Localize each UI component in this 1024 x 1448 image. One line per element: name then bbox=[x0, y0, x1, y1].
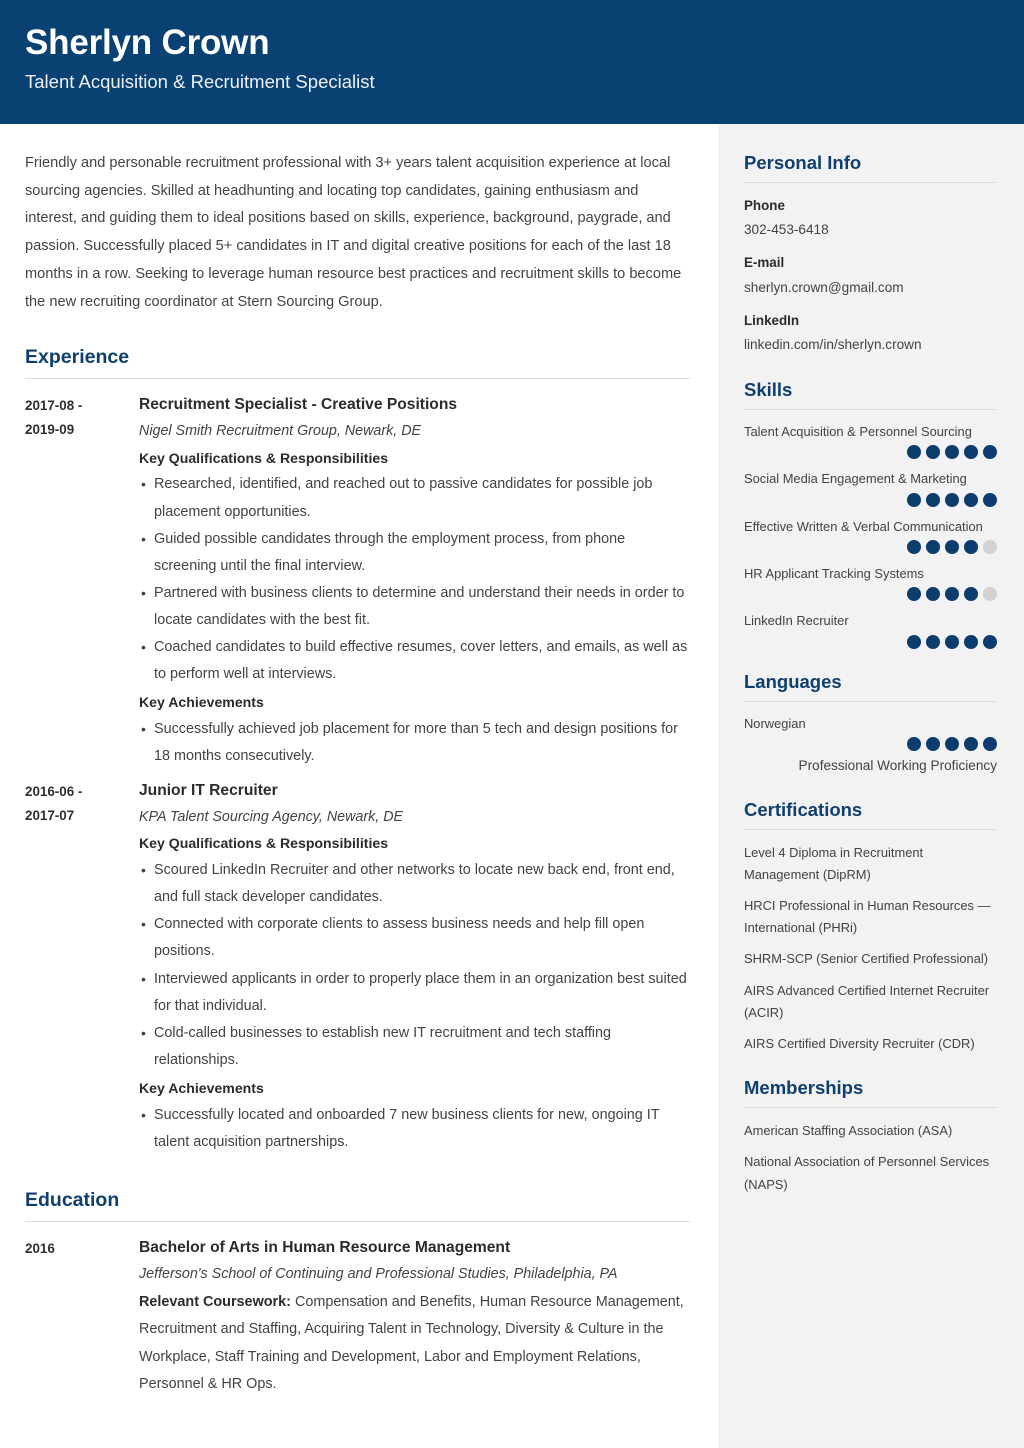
bullet-item: • Researched, identified, and reached out to passive candidates for possible job placement opportunities. bbox=[139, 471, 690, 525]
info-label: E-mail bbox=[744, 255, 785, 271]
skills-section bbox=[744, 379, 997, 649]
certification-item: SHRM-SCP (Senior Certified Professional) bbox=[744, 951, 989, 967]
rating-dot-filled bbox=[964, 540, 978, 554]
section-divider bbox=[25, 378, 690, 379]
skill-list bbox=[744, 422, 997, 649]
certifications-section bbox=[744, 799, 997, 1056]
rating-dots bbox=[744, 540, 997, 554]
rating-dot-filled bbox=[964, 635, 978, 649]
sidebar-column bbox=[718, 124, 1024, 1448]
section-divider bbox=[744, 829, 997, 830]
section-divider bbox=[744, 409, 997, 410]
rating-dot-filled bbox=[926, 540, 940, 554]
bullet-item: • Coached candidates to build effective resumes, cover letters, and emails, as well as to perform well at interviews. bbox=[139, 634, 690, 688]
skill-name: LinkedIn Recruiter bbox=[744, 613, 849, 629]
membership-list bbox=[744, 1120, 997, 1196]
skills-heading: Skills bbox=[744, 378, 793, 400]
rating-dots bbox=[744, 493, 997, 507]
rating-dot-filled bbox=[907, 587, 921, 601]
entry-date: 2017-08 - 2019-09 bbox=[25, 398, 83, 438]
rating-dots bbox=[744, 445, 997, 459]
rating-dot-filled bbox=[907, 635, 921, 649]
achievements-label: Key Achievements bbox=[139, 1079, 264, 1096]
bullet-item: • Cold-called businesses to establish new IT recruitment and tech staffing relationships. bbox=[139, 1020, 690, 1074]
skill-row bbox=[744, 422, 997, 459]
resume-body bbox=[0, 124, 1024, 1448]
skill-name: Talent Acquisition & Personnel Sourcing bbox=[744, 423, 972, 439]
qualifications-list bbox=[139, 471, 690, 688]
personal-info-field-list bbox=[744, 195, 997, 357]
rating-dot-filled bbox=[926, 587, 940, 601]
rating-dot-filled bbox=[983, 445, 997, 459]
rating-dot-filled bbox=[907, 540, 921, 554]
entry-date: 2016-06 - 2017-07 bbox=[25, 784, 83, 824]
languages-heading: Languages bbox=[744, 670, 842, 692]
rating-dots bbox=[744, 635, 997, 649]
experience-entry bbox=[25, 779, 690, 1159]
rating-dot-filled bbox=[945, 737, 959, 751]
experience-section bbox=[25, 346, 690, 1159]
bullet-item: • Successfully achieved job placement for more than 5 tech and design positions for 18 months consecutively. bbox=[139, 716, 690, 770]
rating-dot-filled bbox=[964, 493, 978, 507]
qualifications-list bbox=[139, 857, 690, 1074]
entry-body bbox=[139, 393, 690, 773]
entry-date: 2016 bbox=[25, 1240, 55, 1256]
experience-entry-list bbox=[25, 393, 690, 1159]
info-value: sherlyn.crown@gmail.com bbox=[744, 279, 904, 295]
rating-dot-filled bbox=[926, 445, 940, 459]
skill-row bbox=[744, 517, 997, 554]
rating-dots bbox=[744, 587, 997, 601]
rating-dot-filled bbox=[907, 737, 921, 751]
section-divider bbox=[25, 1221, 690, 1222]
rating-dot-filled bbox=[945, 635, 959, 649]
achievements-list bbox=[139, 1102, 690, 1156]
job-title: Junior IT Recruiter bbox=[139, 782, 278, 800]
skill-name: Effective Written & Verbal Communication bbox=[744, 518, 983, 534]
candidate-name: Sherlyn Crown bbox=[25, 23, 270, 62]
experience-heading: Experience bbox=[25, 346, 130, 369]
memberships-section bbox=[744, 1077, 997, 1196]
info-label: LinkedIn bbox=[744, 312, 800, 328]
skill-name: Social Media Engagement & Marketing bbox=[744, 471, 967, 487]
language-proficiency: Professional Working Proficiency bbox=[798, 757, 997, 773]
skill-row bbox=[744, 564, 997, 601]
rating-dot-filled bbox=[945, 445, 959, 459]
rating-dot-filled bbox=[945, 540, 959, 554]
bullet-item: • Scoured LinkedIn Recruiter and other networks to locate new back end, front end, and full stack developer candidates. bbox=[139, 857, 690, 911]
rating-dot-empty bbox=[983, 587, 997, 601]
language-name: Norwegian bbox=[744, 715, 806, 731]
achievements-list bbox=[139, 716, 690, 770]
membership-item: National Association of Personnel Services (NAPS) bbox=[744, 1154, 990, 1192]
section-divider bbox=[744, 1107, 997, 1108]
job-organization: KPA Talent Sourcing Agency, Newark, DE bbox=[139, 809, 404, 826]
personal-info-heading: Personal Info bbox=[744, 152, 862, 173]
skill-row bbox=[744, 611, 997, 648]
entry-body bbox=[139, 779, 690, 1159]
rating-dot-filled bbox=[964, 587, 978, 601]
rating-dot-filled bbox=[983, 635, 997, 649]
bullet-item: • Interviewed applicants in order to properly place them in an organization best suited for that individual. bbox=[139, 966, 690, 1020]
certification-item: AIRS Certified Diversity Recruiter (CDR) bbox=[744, 1036, 975, 1052]
membership-item: American Staffing Association (ASA) bbox=[744, 1123, 953, 1139]
info-value: linkedin.com/in/sherlyn.crown bbox=[744, 336, 922, 352]
professional-summary: Friendly and personable recruitment professional with 3+ years talent acquisition experience at local sourcing agencies. Skilled at headhunting and locating top candidates, gaining enthusiasm and interest, and guiding them to ideal positions based on skills, experience, background, paygrade, and passion. Successfully placed 5+ candidates in IT and digital creative positions for each of the last 18 months in a row. Seeking to leverage human resource best practices and recruitment skills to become the new recruiting coordinator at Stern Sourcing Group. bbox=[25, 155, 682, 310]
rating-dot-filled bbox=[926, 493, 940, 507]
section-divider bbox=[744, 182, 997, 183]
education-section bbox=[25, 1189, 690, 1399]
certification-item: Level 4 Diploma in Recruitment Management (DipRM) bbox=[744, 844, 924, 882]
languages-section bbox=[744, 671, 997, 777]
rating-dot-filled bbox=[964, 737, 978, 751]
achievements-label: Key Achievements bbox=[139, 694, 264, 711]
experience-entry bbox=[25, 393, 690, 773]
coursework-label: Relevant Coursework: bbox=[139, 1294, 291, 1311]
rating-dot-filled bbox=[926, 635, 940, 649]
rating-dot-filled bbox=[964, 445, 978, 459]
degree-title: Bachelor of Arts in Human Resource Management bbox=[139, 1238, 511, 1256]
rating-dot-filled bbox=[983, 737, 997, 751]
resume-header bbox=[0, 0, 1024, 124]
school-name: Jefferson's School of Continuing and Professional Studies, Philadelphia, PA bbox=[139, 1265, 618, 1282]
skill-name: HR Applicant Tracking Systems bbox=[744, 565, 924, 581]
rating-dot-filled bbox=[907, 445, 921, 459]
education-entry bbox=[25, 1236, 690, 1399]
info-label: Phone bbox=[744, 198, 785, 213]
rating-dot-filled bbox=[945, 587, 959, 601]
language-list bbox=[744, 714, 997, 777]
certification-item: AIRS Advanced Certified Internet Recruiter (ACIR) bbox=[744, 982, 990, 1020]
rating-dot-filled bbox=[907, 493, 921, 507]
job-title: Recruitment Specialist - Creative Positions bbox=[139, 396, 458, 414]
language-row bbox=[744, 714, 997, 777]
relevant-coursework: Relevant Coursework: Compensation and Benefits, Human Resource Management, Recruitment and Staffing, Acquiring Talent in Technology, Diversity & Culture in the Workplace, Staff Training and Development, Labor and Employment Relations, Personnel & HR Ops. bbox=[139, 1294, 684, 1393]
personal-info-section bbox=[744, 152, 997, 357]
job-organization: Nigel Smith Recruitment Group, Newark, DE bbox=[139, 423, 422, 440]
certifications-heading: Certifications bbox=[744, 798, 863, 820]
rating-dot-filled bbox=[926, 737, 940, 751]
qualifications-label: Key Qualifications & Responsibilities bbox=[139, 449, 389, 466]
skill-row bbox=[744, 469, 997, 506]
rating-dot-filled bbox=[983, 493, 997, 507]
section-divider bbox=[744, 701, 997, 702]
rating-dot-empty bbox=[983, 540, 997, 554]
education-entry-list bbox=[25, 1236, 690, 1399]
entry-body bbox=[139, 1236, 690, 1399]
candidate-job-title: Talent Acquisition & Recruitment Specialist bbox=[25, 71, 375, 93]
bullet-item: • Guided possible candidates through the employment process, from phone screening until the final interview. bbox=[139, 526, 690, 580]
certification-item: HRCI Professional in Human Resources — International (PHRi) bbox=[744, 898, 991, 936]
main-column bbox=[0, 124, 718, 1448]
bullet-item: • Partnered with business clients to determine and understand their needs in order to locate candidates with the best fit. bbox=[139, 580, 690, 634]
memberships-heading: Memberships bbox=[744, 1077, 864, 1099]
bullet-item: • Successfully located and onboarded 7 new business clients for new, ongoing IT talent acquisition partnerships. bbox=[139, 1102, 690, 1156]
education-heading: Education bbox=[25, 1188, 120, 1211]
rating-dot-filled bbox=[945, 493, 959, 507]
info-value: 302-453-6418 bbox=[744, 222, 829, 238]
qualifications-label: Key Qualifications & Responsibilities bbox=[139, 835, 389, 852]
rating-dots bbox=[744, 737, 997, 751]
bullet-item: • Connected with corporate clients to assess business needs and help fill open positions. bbox=[139, 911, 690, 965]
certification-list bbox=[744, 842, 997, 1056]
